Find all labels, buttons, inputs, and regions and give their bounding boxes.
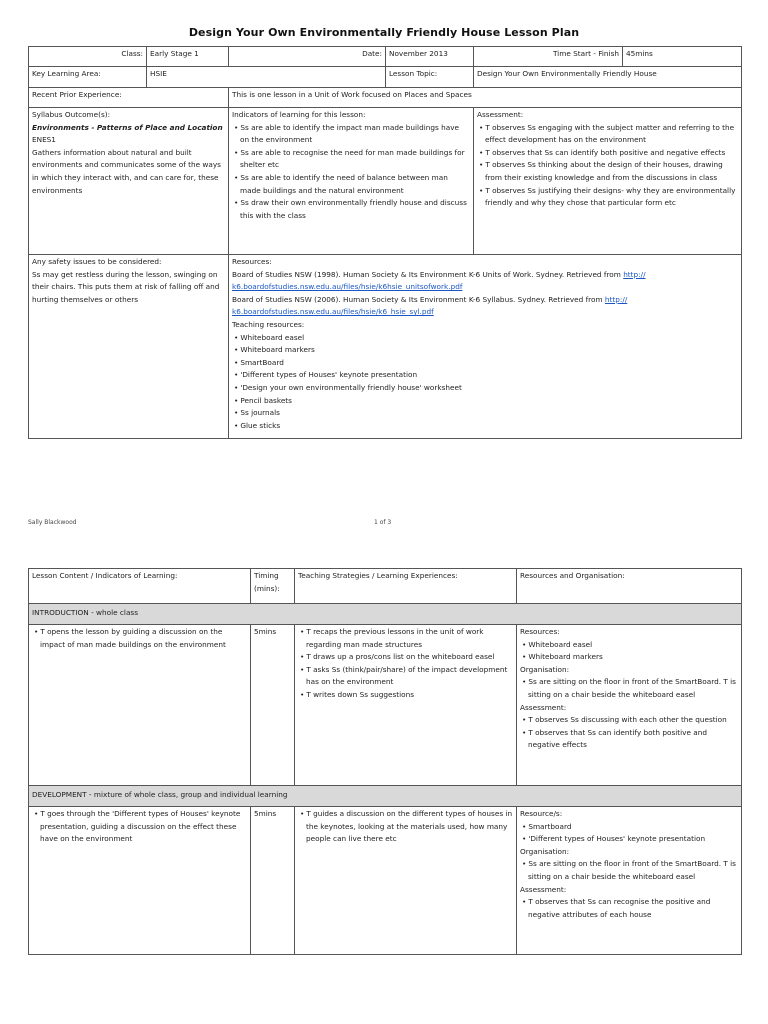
list-item: • T draws up a pros/cons list on the whiteboard easel [298,651,513,664]
list-item: • T observes that Ss can identify both positive and negative effects [477,147,738,160]
list-item: • T recaps the previous lessons in the unit of work regarding man made structures [298,626,513,651]
topic-value: Design Your Own Environmentally Friendly House [474,67,742,88]
syllabus-label: Syllabus Outcome(s): [32,110,111,119]
reference-1-link-cont[interactable]: k6.boardofstudies.nsw.edu.au/files/hsie/k6hsie_unitsofwork.pdf [232,282,463,292]
list-item: • T observes Ss engaging with the subject matter and referring to the effect development has on the environment [477,122,738,147]
list-item: • Ss are able to identify the impact man made buildings have on the environment [232,122,470,147]
time-label: Time Start - Finish [474,47,623,67]
list-item: • T guides a discussion on the different types of houses in the keynotes, looking at the materials used, how many people can live there etc [298,808,513,846]
section-development [29,786,742,807]
teaching-resources-list [232,332,738,433]
syllabus-strand: Environments - Patterns of Place and Location [32,122,223,132]
list-item: • T writes down Ss suggestions [298,689,513,702]
list-item: • SmartBoard [232,357,738,370]
safety-label: Any safety issues to be considered: [32,257,162,266]
indicators-list [232,122,470,223]
kla-label: Key Learning Area: [29,67,147,88]
list-item: • T observes Ss justifying their designs- why they are environmentally friendly and why they chose that particular form etc [477,185,738,210]
section-introduction [29,604,742,625]
dev-strategies-cell [295,807,517,955]
column-header-content: Lesson Content / Indicators of Learning: [29,569,251,604]
list-item: • Smartboard [520,821,738,834]
section-title: INTRODUCTION [32,608,89,617]
list-item: • 'Different types of Houses' keynote presentation [232,369,738,382]
list-item: • T goes through the 'Different types of Houses' keynote presentation, guiding a discussion on the effect these have on the environment [32,808,247,846]
list-item: • Ss draw their own environmentally friendly house and discuss this with the class [232,197,470,222]
section-subtitle: - whole class [88,608,139,617]
lesson-plan-table [28,568,742,955]
list-item: • Ss are sitting on the floor in front of the SmartBoard. T is sitting on a chair beside the whiteboard easel [520,676,738,701]
list-item: • Whiteboard markers [232,344,738,357]
safety-cell [29,255,229,439]
syllabus-code: ENES1 [32,135,56,145]
section-title: DEVELOPMENT [32,790,87,799]
resources-label: Resources: [232,257,272,266]
list-item: • T observes that Ss can identify both positive and negative effects [520,727,738,752]
list-item: • Whiteboard easel [232,332,738,345]
assessment-label: Assessment: [477,110,524,119]
intro-timing: 5mins [251,625,295,786]
section-subtitle: - mixture of whole class, group and individual learning [86,790,288,799]
column-header-timing: Timing (mins): [251,569,295,604]
teaching-resources-label: Teaching resources: [232,319,305,329]
footer-author: Sally Blackwood [28,519,77,526]
kla-value: HSIE [147,67,386,88]
list-item: • Ss are able to identify the need of balance between man made buildings and the natural environment [232,172,470,197]
organisation-label: Organisation: [520,664,570,674]
safety-text: Ss may get restless during the lesson, swinging on their chairs. This puts them at risk of falling off and hurting themselves or others [32,269,220,304]
reference-2-link-cont[interactable]: k6.boardofstudies.nsw.edu.au/files/hsie/k6_hsie_syl.pdf [232,307,434,317]
assessment-list [477,122,738,210]
intro-resources-cell [517,625,742,786]
organisation-label: Organisation: [520,846,570,856]
date-label: Date: [229,47,386,67]
assessment-cell [474,108,742,255]
topic-label: Lesson Topic: [386,67,474,88]
resources-cell [229,255,742,439]
syllabus-cell [29,108,229,255]
indicators-cell [229,108,474,255]
list-item: • 'Design your own environmentally friendly house' worksheet [232,382,738,395]
reference-1 [232,269,738,282]
class-label: Class: [29,47,147,67]
resources-label: Resources: [520,627,560,636]
list-item: • Ss are able to recognise the need for man made buildings for shelter etc [232,147,470,172]
prior-value: This is one lesson in a Unit of Work focused on Places and Spaces [229,88,742,108]
list-item: • T observes that Ss can recognise the positive and negative attributes of each house [520,896,738,921]
time-value: 45mins [623,47,742,67]
list-item: • Ss are sitting on the floor in front of the SmartBoard. T is sitting on a chair beside the whiteboard easel [520,858,738,883]
dev-content-cell [29,807,251,955]
list-item: • Whiteboard markers [520,651,738,664]
reference-1-text: Board of Studies NSW (1998). Human Society & Its Environment K-6 Units of Work. Sydney. Retrieved from [232,269,624,279]
assessment-label: Assessment: [520,702,567,712]
syllabus-text: Gathers information about natural and built environments and communicates some of the ways in which they interact with, and can care for, these environments [32,147,221,195]
list-item: • Whiteboard easel [520,639,738,652]
list-item: • Pencil baskets [232,395,738,408]
reference-1-link[interactable]: http:// [623,269,646,279]
reference-2 [232,294,738,307]
intro-strategies-cell [295,625,517,786]
dev-resources-cell [517,807,742,955]
resources-label: Resource/s: [520,809,563,818]
list-item: • T asks Ss (think/pair/share) of the impact development has on the environment [298,664,513,689]
footer-page-number: 1 of 3 [374,519,392,526]
assessment-label: Assessment: [520,884,567,894]
list-item: • T opens the lesson by guiding a discussion on the impact of man made buildings on the environment [32,626,247,651]
date-value: November 2013 [386,47,474,67]
dev-timing: 5mins [251,807,295,955]
list-item: • Glue sticks [232,420,738,433]
indicators-label: Indicators of learning for this lesson: [232,110,366,119]
column-header-resources: Resources and Organisation: [517,569,742,604]
list-item: • 'Different types of Houses' keynote presentation [520,833,738,846]
column-header-strategies: Teaching Strategies / Learning Experiences: [295,569,517,604]
document-title: Design Your Own Environmentally Friendly House Lesson Plan [188,26,580,39]
reference-2-text: Board of Studies NSW (2006). Human Society & Its Environment K-6 Syllabus. Sydney. Retrieved from [232,294,605,304]
list-item: • Ss journals [232,407,738,420]
prior-label: Recent Prior Experience: [29,88,229,108]
list-item: • T observes Ss thinking about the design of their houses, drawing from their existing knowledge and from the discussions in class [477,159,738,184]
reference-2-link[interactable]: http:// [604,294,628,304]
intro-content-cell [29,625,251,786]
lesson-details-table [28,46,742,439]
class-value: Early Stage 1 [147,47,229,67]
list-item: • T observes Ss discussing with each other the question [520,714,738,727]
